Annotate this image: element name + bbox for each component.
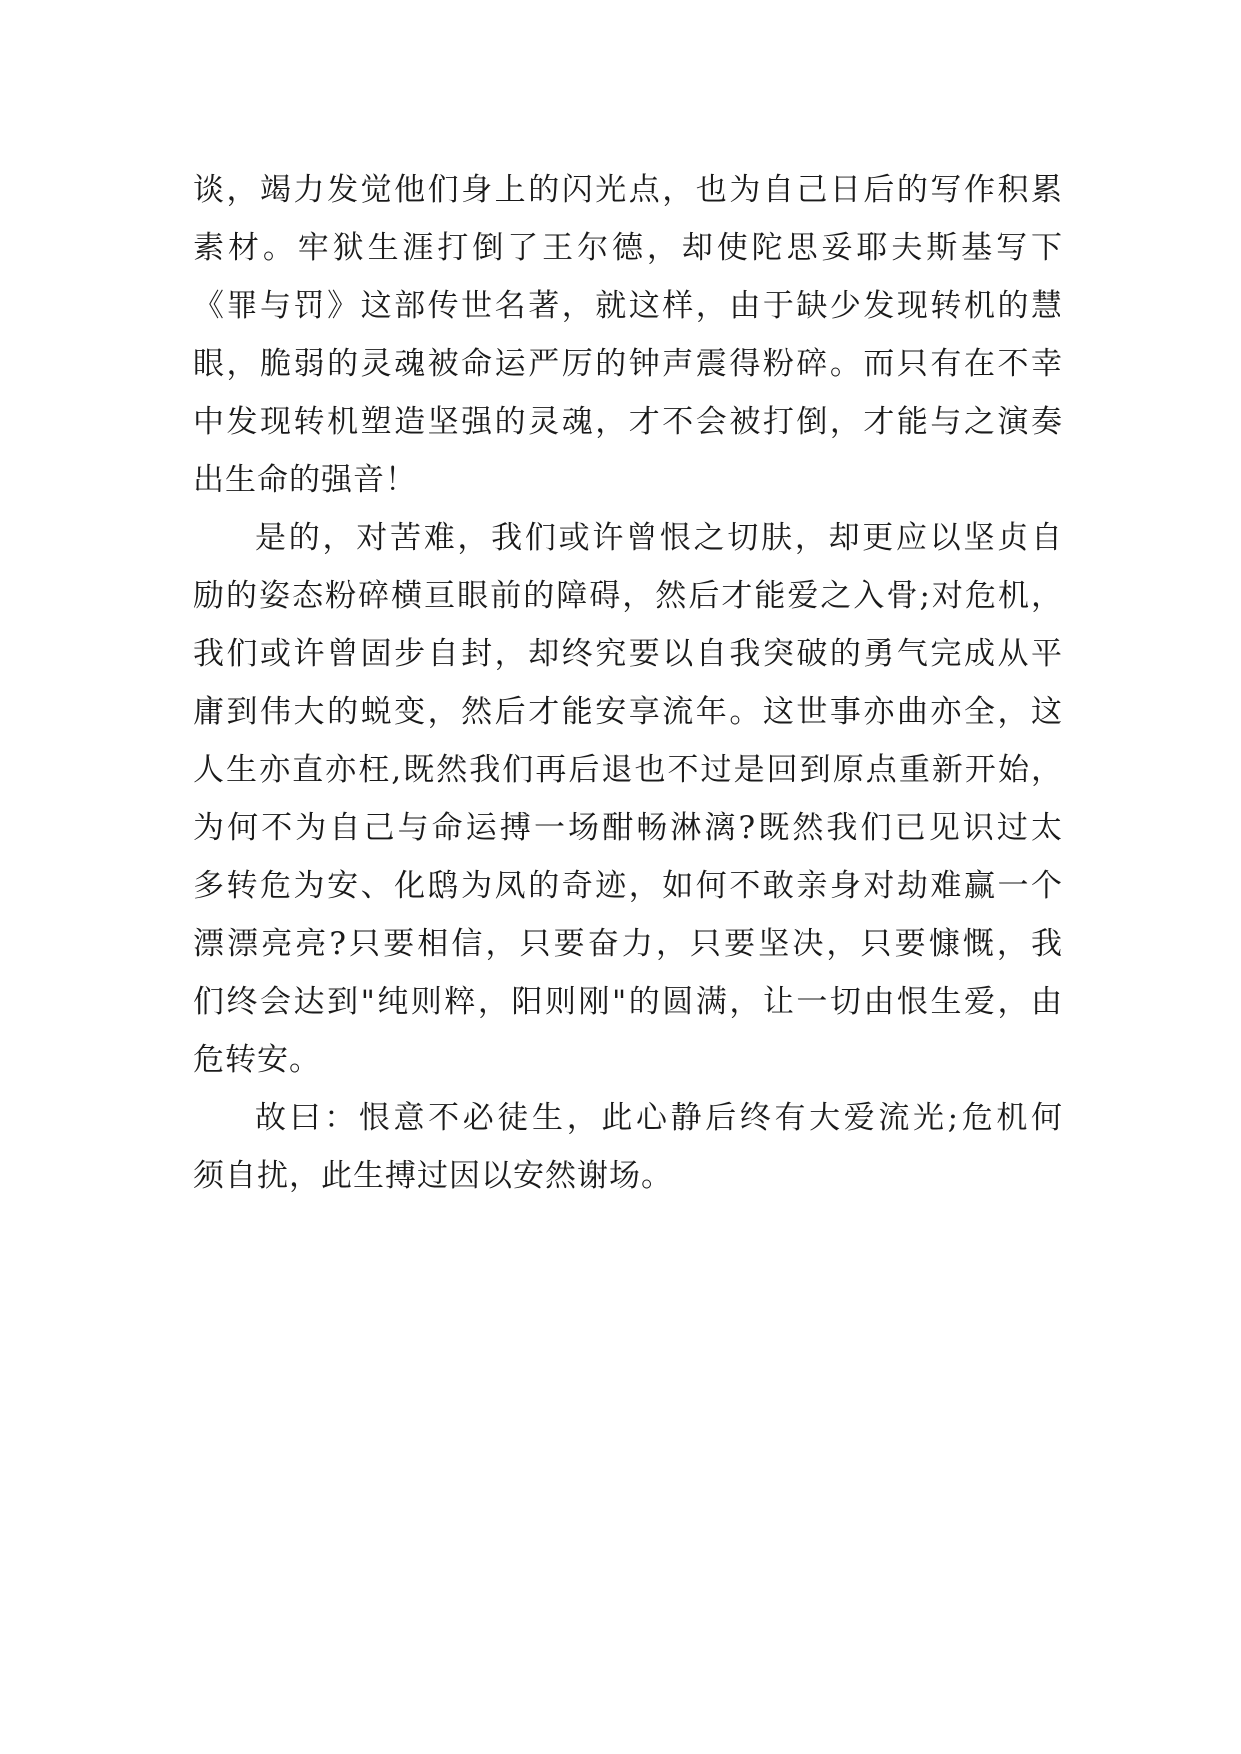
paragraph-line: 危转安。: [193, 1042, 321, 1078]
paragraph-line: 出生命的强音！: [193, 462, 417, 498]
paragraph-line: 《罪与罚》这部传世名著，就这样，由于缺少发现转机的慧: [193, 288, 1063, 324]
paragraph-line: 眼，脆弱的灵魂被命运严厉的钟声震得粉碎。而只有在不幸: [193, 346, 1063, 382]
paragraph-line: 漂漂亮亮?只要相信，只要奋力，只要坚决，只要慷慨，我: [193, 926, 1063, 962]
paragraph-line: 中发现转机塑造坚强的灵魂，才不会被打倒，才能与之演奏: [193, 404, 1063, 440]
paragraph-line: 谈，竭力发觉他们身上的闪光点，也为自己日后的写作积累: [193, 172, 1063, 208]
paragraph-line: 素材。牢狱生涯打倒了王尔德，却使陀思妥耶夫斯基写下: [193, 230, 1063, 266]
paragraph-first-line: 是的，对苦难，我们或许曾恨之切肤，却更应以坚贞自: [255, 520, 1063, 556]
paragraph-first-line: 故曰：恨意不必徒生，此心静后终有大爱流光;危机何: [255, 1100, 1063, 1136]
paragraph-line: 庸到伟大的蜕变，然后才能安享流年。这世事亦曲亦全，这: [193, 694, 1063, 730]
paragraph-line: 人生亦直亦枉,既然我们再后退也不过是回到原点重新开始，: [193, 752, 1063, 788]
paragraph-3: [193, 1089, 1063, 1205]
paragraph-line: 我们或许曾固步自封，却终究要以自我突破的勇气完成从平: [193, 636, 1063, 672]
paragraph-line: 须自扰，此生搏过因以安然谢场。: [193, 1158, 673, 1194]
paragraph-line: 们终会达到"纯则粹，阳则刚"的圆满，让一切由恨生爱，由: [193, 984, 1063, 1020]
paragraph-line: 多转危为安、化鸱为凤的奇迹，如何不敢亲身对劫难赢一个: [193, 868, 1063, 904]
paragraph-1: [193, 161, 1063, 509]
paragraph-2: [193, 509, 1063, 1089]
paragraph-line: 励的姿态粉碎横亘眼前的障碍，然后才能爱之入骨;对危机，: [193, 578, 1063, 614]
paragraph-line: 为何不为自己与命运搏一场酣畅淋漓?既然我们已见识过太: [193, 810, 1063, 846]
document-body: [193, 161, 1063, 1205]
